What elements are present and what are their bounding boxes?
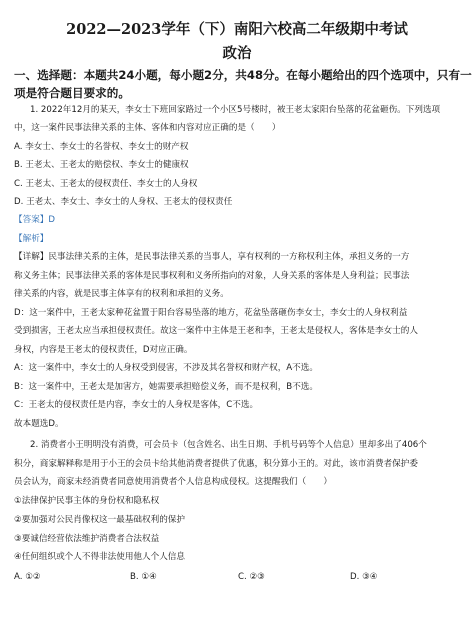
explanation-line: 【详解】民事法律关系的主体，是民事法律关系的当事人，享有权利的一方称权利主体，承担义务的一方 (14, 252, 410, 262)
q2-item: ③要诚信经营依法维护消费者合法权益 (14, 534, 160, 544)
analysis-label: 【解析】 (14, 234, 49, 244)
explanation-line: 受到损害，王老太应当承担侵权责任。故这一案件中主体是王老和李，王老太是侵权人，客体是李女士的人 (14, 326, 418, 336)
explanation-line: C：王老太的侵权责任是内容，李女士的人身权是客体，C不选。 (14, 400, 259, 410)
q2-stem-line: 员会认为，商家未经消费者同意使用消费者个人信息构成侵权。这提醒我们（ ） (14, 477, 332, 487)
q2-choices (0, 572, 474, 584)
q1-option-d: D. 王老太、李女士、李女士的人身权、王老太的侵权责任 (14, 197, 233, 207)
explanation-line: 身权，内容是王老太的侵权责任，D对应正确。 (14, 345, 193, 355)
exam-title: 2022—2023学年（下）南阳六校高二年级期中考试 (66, 21, 408, 38)
section-heading-line1: 一、选择题：本题共24小题，每小题2分，共48分。在每小题给出的四个选项中，只有一 (14, 68, 472, 82)
q1-option-c: C. 王老太、王老太的侵权责任、李女士的人身权 (14, 179, 198, 189)
q2-choice-c: C. ②③ (238, 572, 265, 582)
explanation-line: D：这一案件中，王老太家种花盆置于阳台容易坠落的地方，花盆坠落砸伤李女士，李女士的人身权利益 (14, 308, 408, 318)
q2-item: ①法律保护民事主体的身份权和隐私权 (14, 496, 160, 506)
section-heading-line2: 项是符合题目要求的。 (14, 86, 130, 100)
q2-item: ②要加强对公民肖像权这一最基础权利的保护 (14, 515, 185, 525)
q1-stem-line: 1. 2022年12月的某天，李女士下班回家路过一个小区5号楼时，被王老太家阳台坠落的花盆砸伤。下列选项 (30, 105, 441, 115)
q1-option-b: B. 王老太、王老太的赔偿权、李女士的健康权 (14, 160, 189, 170)
exam-subject: 政治 (222, 45, 252, 62)
q2-choice-d: D. ③④ (350, 572, 378, 582)
explanation-line: 称义务主体；民事法律关系的客体是民事权利和义务所指向的对象，人身关系的客体是人身利益；民事法 (14, 271, 410, 281)
explanation-line: B：这一案件中，王老太是加害方，她需要承担赔偿义务，而不是权利，B不选。 (14, 382, 318, 392)
q2-choice-b: B. ①④ (130, 572, 157, 582)
q2-stem-line: 积分，商家解释称是用于小王的会员卡给其他消费者提供了优惠，积分算小王的。对此，该市消费者保护委 (14, 459, 418, 469)
explanation-line: 律关系的内容，就是民事主体享有的权利和承担的义务。 (14, 289, 229, 299)
q2-stem-line: 2. 消费者小王明明没有消费，可会员卡（包含姓名、出生日期、手机号码等个人信息）里却多出了406个 (30, 440, 427, 450)
q2-choice-a: A. ①② (14, 572, 41, 582)
q1-option-a: A. 李女士、李女士的名誉权、李女士的财产权 (14, 142, 189, 152)
explanation-line: A：这一案件中，李女士的人身权受到侵害，不涉及其名誉权和财产权，A不选。 (14, 363, 318, 373)
q1-stem-line: 中，这一案件民事法律关系的主体、客体和内容对应正确的是（ ） (14, 123, 281, 133)
answer-label: 【答案】D (14, 215, 55, 225)
explanation-line: 故本题选D。 (14, 419, 64, 429)
q2-item: ④任何组织或个人不得非法使用他人个人信息 (14, 552, 185, 562)
